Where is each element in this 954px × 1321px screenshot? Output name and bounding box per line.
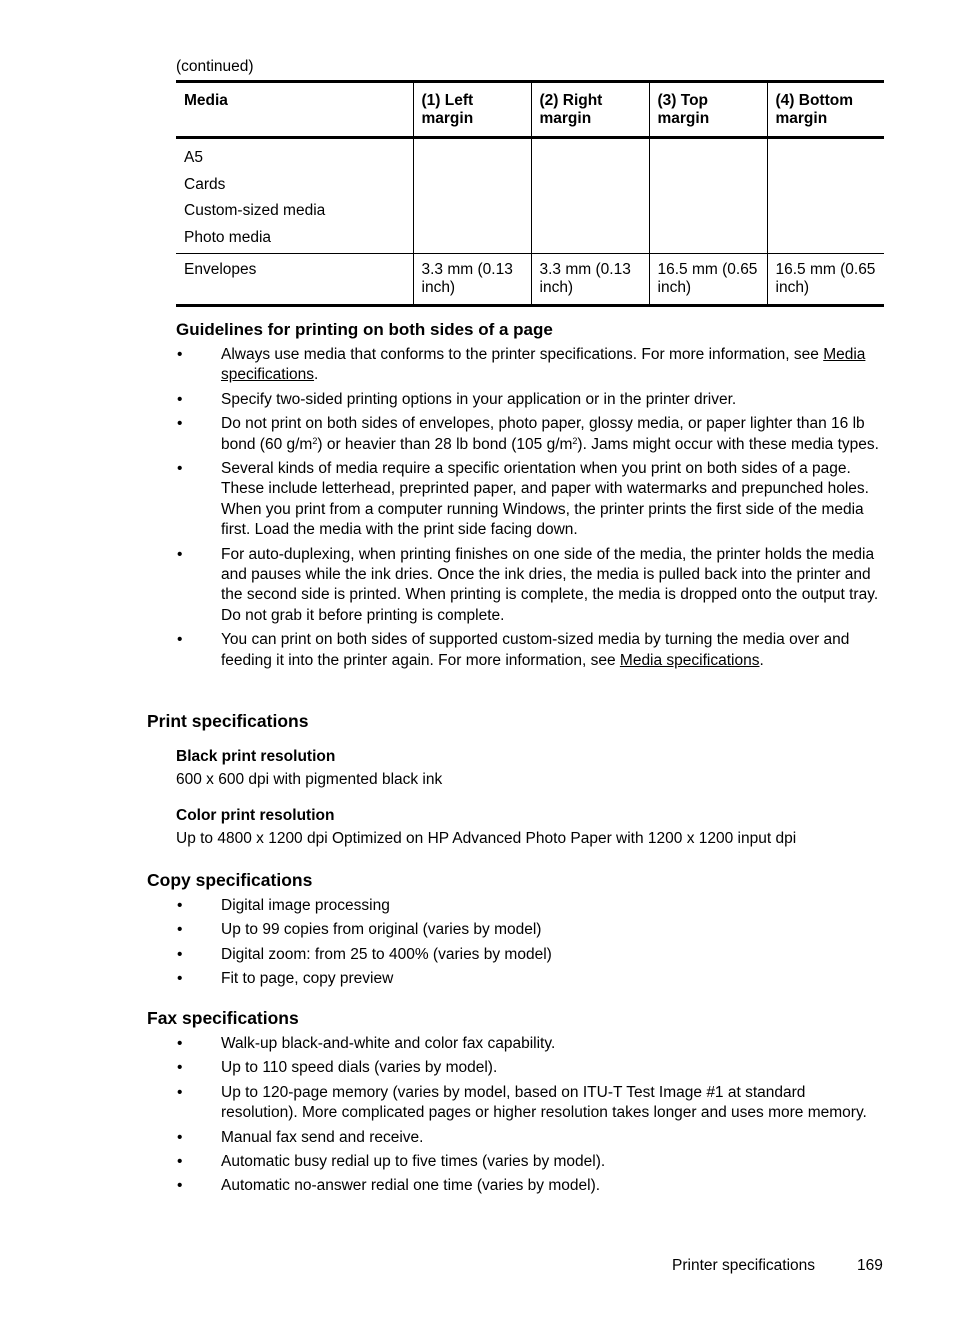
bullet-icon: • [177, 460, 183, 478]
table-cell: 16.5 mm (0.65 inch) [767, 254, 884, 306]
bullet-icon: • [177, 1083, 183, 1101]
list-item: • Up to 99 copies from original (varies by model) [176, 920, 884, 940]
bullet-icon: • [177, 415, 183, 433]
table-cell: 3.3 mm (0.13 inch) [413, 254, 531, 306]
color-print-resolution-value: Up to 4800 x 1200 dpi Optimized on HP Advanced Photo Paper with 1200 x 1200 input dpi [176, 830, 797, 847]
bullet-icon: • [177, 1035, 183, 1052]
table-cell [649, 138, 767, 254]
bullet-icon: • [177, 545, 183, 563]
media-list-cell [176, 138, 413, 254]
fax-specifications-heading: Fax specifications [147, 1008, 299, 1028]
list-item: • Specify two-sided printing options in your application or in the printer driver. [176, 390, 884, 410]
col-header-bottom-margin: (4) Bottom margin [767, 82, 884, 138]
table-cell [531, 138, 649, 254]
table-cell [767, 138, 884, 254]
media-item: Cards [184, 175, 226, 193]
footer-section-title: Printer specifications [672, 1257, 816, 1274]
duplex-guidelines-heading: Guidelines for printing on both sides of a page [176, 320, 553, 339]
page-number: 169 [857, 1257, 883, 1274]
list-item: • Digital zoom: from 25 to 400% (varies by model) [176, 945, 884, 965]
col-header-left-margin: (1) Left margin [413, 82, 531, 138]
col-header-media: Media [184, 92, 228, 109]
black-print-resolution-value: 600 x 600 dpi with pigmented black ink [176, 771, 443, 788]
list-item: • Fit to page, copy preview [176, 969, 884, 989]
bullet-icon: • [177, 970, 183, 988]
media-item: Custom-sized media [184, 202, 326, 219]
table-cell: Envelopes [184, 261, 257, 278]
table-cell [413, 138, 531, 254]
black-print-resolution-label: Black print resolution [176, 748, 336, 765]
duplex-guidelines-list [176, 345, 884, 671]
fax-specifications-list [176, 1034, 884, 1197]
copy-specifications-heading: Copy specifications [147, 870, 313, 890]
bullet-icon: • [177, 1059, 183, 1077]
margin-table [176, 80, 884, 307]
bullet-icon: • [177, 945, 183, 963]
bullet-icon: • [177, 631, 183, 649]
list-item: • Several kinds of media require a specific orientation when you print on both sides of a page. These include letterhead, preprinted paper, and paper with watermarks and prepunched holes. When you print from a computer running Windows, the printer prints the first side of the media first. Load the media with the print side facing down. [177, 460, 869, 539]
list-item: • Always use media that conforms to the printer specifications. For more information, see Media specifications. [177, 346, 866, 384]
bullet-icon: • [177, 1128, 183, 1146]
list-item: • Manual fax send and receive. [176, 1128, 884, 1148]
table-header-row [176, 82, 884, 138]
bullet-icon: • [177, 897, 183, 914]
bullet-icon: • [177, 346, 183, 363]
print-specifications-heading: Print specifications [147, 711, 309, 731]
bullet-icon: • [177, 1153, 183, 1171]
table-row [176, 138, 884, 254]
color-print-resolution-label: Color print resolution [176, 807, 335, 824]
list-item: • Up to 110 speed dials (varies by model). [176, 1058, 884, 1078]
media-item: Photo media [184, 228, 272, 246]
list-item: • Automatic busy redial up to five times (varies by model). [176, 1152, 884, 1172]
col-header-right-margin: (2) Right margin [531, 82, 649, 138]
media-item: A5 [184, 149, 203, 166]
list-item: • Up to 120-page memory (varies by model, based on ITU-T Test Image #1 at standard resolution). More complicated pages or higher resolution takes longer and uses more memory. [177, 1083, 867, 1122]
list-item: • Walk-up black-and-white and color fax capability. [176, 1034, 884, 1054]
list-item: • For auto-duplexing, when printing finishes on one side of the media, the printer holds the media and pauses while the ink dries. Once the ink dries, the media is pulled back into the printer and the second side is printed. When printing is complete, the media is dropped onto the output tray. Do not grab it before printing is complete. [177, 545, 879, 624]
list-item: • Automatic no-answer redial one time (varies by model). [176, 1176, 884, 1196]
media-specifications-link[interactable]: Media specifications [619, 651, 760, 669]
bullet-icon: • [177, 1177, 183, 1195]
copy-specifications-list [176, 896, 884, 990]
media-specifications-link[interactable]: Media specifications [221, 346, 866, 384]
list-item: • Digital image processing [176, 896, 884, 916]
table-cell: 3.3 mm (0.13 inch) [531, 254, 649, 306]
table-row [176, 254, 884, 306]
col-header-top-margin: (3) Top margin [649, 82, 767, 138]
bullet-icon: • [177, 921, 183, 939]
list-item: • You can print on both sides of supported custom-sized media by turning the media over and feeding it into the printer again. For more information, see Media specifications. [177, 631, 850, 669]
bullet-icon: • [177, 390, 183, 408]
list-item: • Do not print on both sides of envelopes, photo paper, glossy media, or paper lighter than 16 lb bond (60 $g/m^2$) or heavier than 28 lb bond (105 $g/m^2$). Jams might occur with these media types. [177, 415, 879, 453]
continued-label: (continued) [176, 58, 254, 75]
table-cell: 16.5 mm (0.65 inch) [649, 254, 767, 306]
